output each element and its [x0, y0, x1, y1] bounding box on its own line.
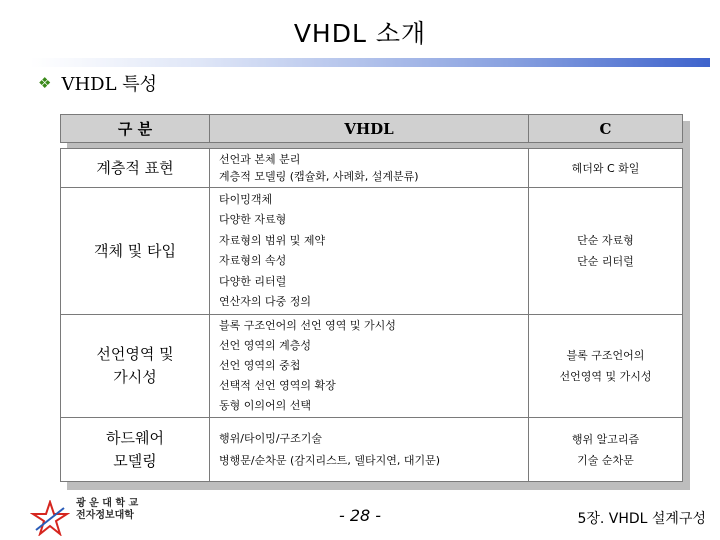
c-cell-scope	[528, 314, 683, 418]
vhdl-line: 블록 구조언어의 선언 영역 및 가시성	[219, 319, 396, 332]
category-text: 선언영역 및	[96, 345, 174, 363]
vhdl-line: 선언 영역의 계층성	[219, 339, 312, 352]
logo-line: 전자정보대학	[76, 510, 134, 521]
category-text: 계층적 표현	[96, 158, 174, 177]
vhdl-line: 선택적 선언 영역의 확장	[219, 379, 336, 392]
header-cell-vhdl: VHDL	[209, 114, 529, 143]
category-text: 모델링	[113, 451, 157, 470]
vhdl-cell-hardware	[209, 417, 529, 482]
bullet-heading	[38, 70, 157, 96]
university-emblem-icon	[30, 500, 70, 536]
category-cell-objects	[60, 187, 210, 315]
c-cell-hierarchy	[528, 148, 683, 188]
page-number: - 28 -	[338, 506, 382, 525]
c-cell-hardware	[528, 417, 683, 482]
vhdl-cell-objects	[209, 187, 529, 315]
vhdl-cell-hierarchy	[209, 148, 529, 188]
vhdl-line: 다양한 리터럴	[219, 274, 287, 288]
category-cell-hierarchy	[60, 148, 210, 188]
c-line: 헤더와 C 화일	[571, 161, 640, 175]
vhdl-line: 선언과 본체 분리	[219, 153, 301, 166]
vhdl-line: 선언 영역의 중첩	[219, 359, 301, 372]
c-line: 단순 리터럴	[577, 255, 634, 268]
logo-text	[76, 498, 138, 522]
header-cell-category: 구 분	[60, 114, 210, 143]
bullet-text: VHDL 특성	[61, 74, 158, 95]
vhdl-line: 계층적 모델링 (캡슐화, 사례화, 설계분류)	[219, 170, 419, 183]
vhdl-line: 자료형의 속성	[219, 254, 287, 267]
logo-line: 광 운 대 학 교	[76, 498, 139, 509]
vhdl-line: 병행문/순차문 (감지리스트, 델타지연, 대기문)	[219, 453, 441, 467]
category-text: 가시성	[113, 368, 157, 386]
category-text: 하드웨어	[106, 428, 164, 447]
vhdl-line: 연산자의 다중 정의	[219, 295, 312, 308]
vhdl-line: 행위/타이밍/구조기술	[219, 431, 323, 445]
chapter-label: 5장. VHDL 설계구성	[577, 511, 706, 527]
header-cell-c: C	[528, 114, 683, 143]
title-underline	[30, 58, 710, 67]
vhdl-line: 동형 이의어의 선택	[219, 399, 312, 412]
vhdl-line: 자료형의 범위 및 제약	[219, 233, 326, 247]
slide-title: VHDL 소개	[293, 19, 427, 48]
c-line: 단순 자료형	[577, 234, 634, 247]
c-line: 기술 순차문	[577, 453, 634, 467]
diamond-bullet-icon: ❖	[38, 74, 52, 92]
vhdl-line: 다양한 자료형	[219, 213, 287, 226]
category-text: 객체 및 타입	[94, 241, 176, 260]
c-line: 선언영역 및 가시성	[559, 370, 652, 383]
university-logo	[30, 498, 160, 536]
vhdl-line: 타이밍객체	[219, 192, 273, 206]
c-cell-objects	[528, 187, 683, 315]
c-line: 행위 알고리즘	[571, 432, 640, 446]
category-cell-hardware	[60, 417, 210, 482]
vhdl-cell-scope	[209, 314, 529, 418]
c-line: 블록 구조언어의	[566, 349, 645, 362]
category-cell-scope	[60, 314, 210, 418]
